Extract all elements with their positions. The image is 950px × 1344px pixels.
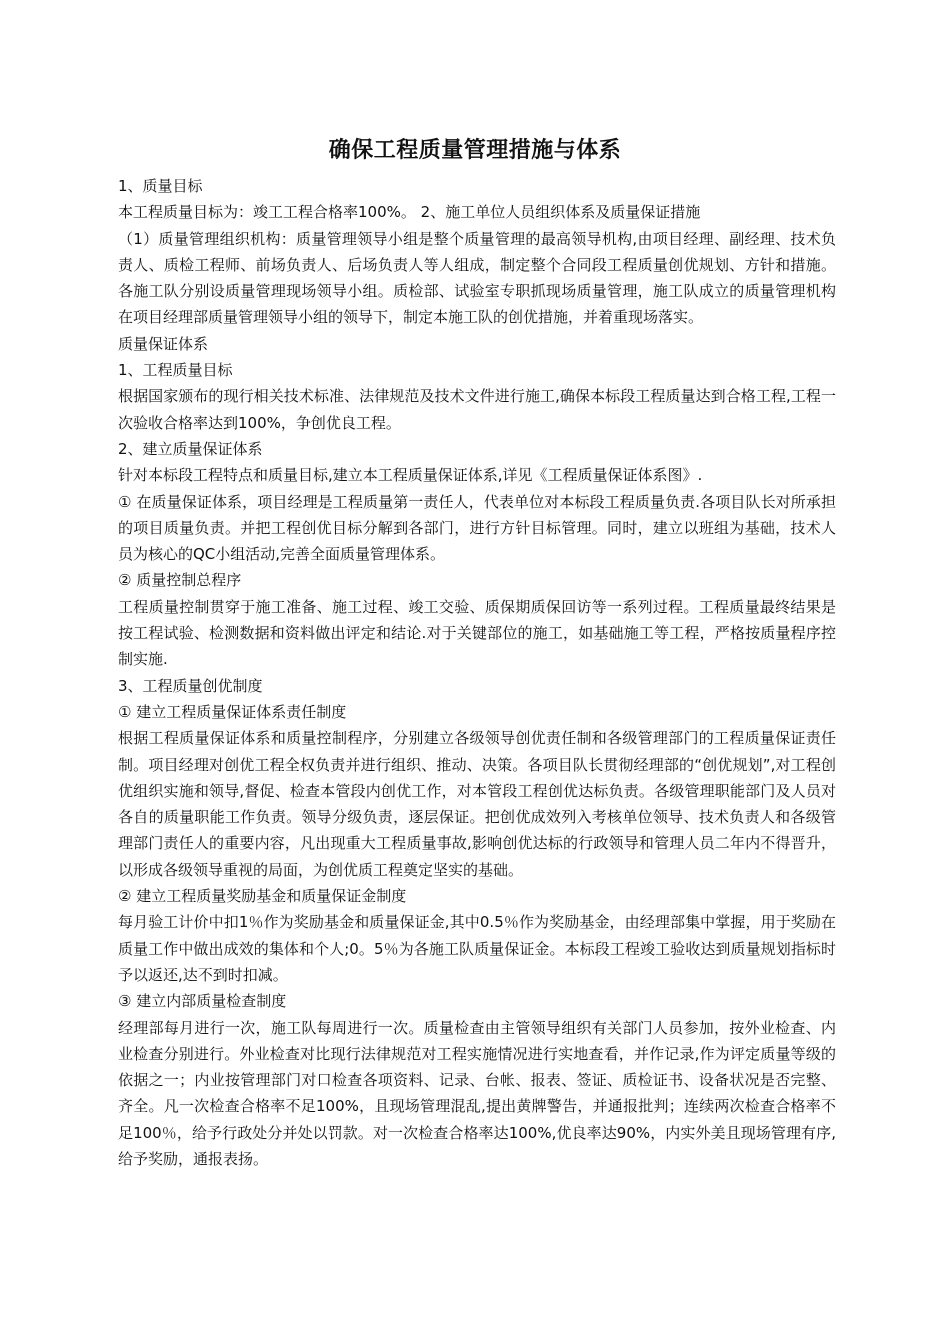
document-title: 确保工程质量管理措施与体系 <box>328 138 622 163</box>
subheading-control-procedure: ② 质量控制总程序 <box>118 571 242 590</box>
responsibility-paragraph: ① 在质量保证体系，项目经理是工程质量第一责任人，代表单位对本标段工程质量负责.各项目队长对所承担的项目质量负责。并把工程创优目标分解到各部门，进行方针目标管理。同时，建立以班组为基础，技术人员为核心的QC小组活动,完善全面质量管理体系。 <box>118 492 836 564</box>
subheading-internal-inspection: ③ 建立内部质量检查制度 <box>118 992 287 1011</box>
section-heading-quality-goal: 1、质量目标 <box>118 177 203 195</box>
internal-inspection-paragraph: 经理部每月进行一次，施工队每周进行一次。质量检查由主管领导组织有关部门人员参加，按外业检查、内业检查分别进行。外业检查对比现行法律规范对工程实施情况进行实地查看，并作记录,作为评定质量等级的依据之一；内业按管理部门对口检查各项资料、记录、台帐、报表、签证、质检证书、设备状况是否完整、齐全。凡一次检查合格率不足100%，且现场管理混乱,提出黄牌警告，并通报批判；连续两次检查合格率不足100％，给予行政处分并处以罚款。对一次检查合格率达100%,优良率达90%，内实外美且现场管理有序,给予奖励，通报表扬。 <box>118 1018 836 1168</box>
reward-fund-paragraph: 每月验工计价中扣1％作为奖励基金和质量保证金,其中0.5％作为奖励基金，由经理部集中掌握，用于奖励在质量工作中做出成效的集体和个人;0。5％为各施工队质量保证金。本标段工程竣工验收达到质量规划指标时予以返还,达不到时扣减。 <box>118 913 836 984</box>
document-body <box>118 173 836 1172</box>
subheading-reward-fund: ② 建立工程质量奖励基金和质量保证金制度 <box>118 887 407 906</box>
control-procedure-paragraph: 工程质量控制贯穿于施工准备、施工过程、竣工交验、质保期质保回访等一系列过程。工程质量最终结果是按工程试验、检测数据和资料做出评定和结论.对于关键部位的施工，如基础施工等工程，严格按质量程序控制实施. <box>118 597 836 669</box>
subheading-responsibility-system: ① 建立工程质量保证体系责任制度 <box>118 702 347 721</box>
engineering-quality-goal-paragraph: 根据国家颁布的现行相关技术标准、法律规范及技术文件进行施工,确保本标段工程质量达到合格工程,工程一次验收合格率达到100%，争创优良工程。 <box>118 387 836 432</box>
subheading-establish-system: 2、建立质量保证体系 <box>118 439 263 458</box>
quality-goal-paragraph: 本工程质量目标为：竣工工程合格率100%。 2、施工单位人员组织体系及质量保证措施 <box>118 203 701 222</box>
section-heading-quality-assurance-system: 质量保证体系 <box>118 334 209 353</box>
subheading-engineering-quality-goal: 1、工程质量目标 <box>118 361 233 380</box>
responsibility-system-paragraph: 根据工程质量保证体系和质量控制程序，分别建立各级领导创优责任制和各级管理部门的工程质量保证责任制。项目经理对创优工程全权负责并进行组织、推动、决策。各项目队长贯彻经理部的“创优规划”,对工程创优组织实施和领导,督促、检查本管段内创优工作，对本管段工程创优达标负责。各级管理职能部门及人员对各自的质量职能工作负责。领导分级负责，逐层保证。把创优成效列入考核单位领导、技术负责人和各级管理部门责任人的重要内容，凡出现重大工程质量事故,影响创优达标的行政领导和管理人员二年内不得晋升，以形成各级领导重视的局面，为创优质工程奠定坚实的基础。 <box>118 729 836 879</box>
organization-paragraph: （1）质量管理组织机构：质量管理领导小组是整个质量管理的最高领导机构,由项目经理、副经理、技术负责人、质检工程师、前场负责人、后场负责人等人组成，制定整个合同段工程质量创优规划、方针和措施。各施工队分别设质量管理现场领导小组。质检部、试验室专职抓现场质量管理，施工队成立的质量管理机构在项目经理部质量管理领导小组的领导下，制定本施工队的创优措施，并着重现场落实。 <box>118 229 836 327</box>
subheading-excellence-system: 3、工程质量创优制度 <box>118 676 263 695</box>
establish-system-paragraph: 针对本标段工程特点和质量目标,建立本工程质量保证体系,详见《工程质量保证体系图》. <box>118 466 703 485</box>
